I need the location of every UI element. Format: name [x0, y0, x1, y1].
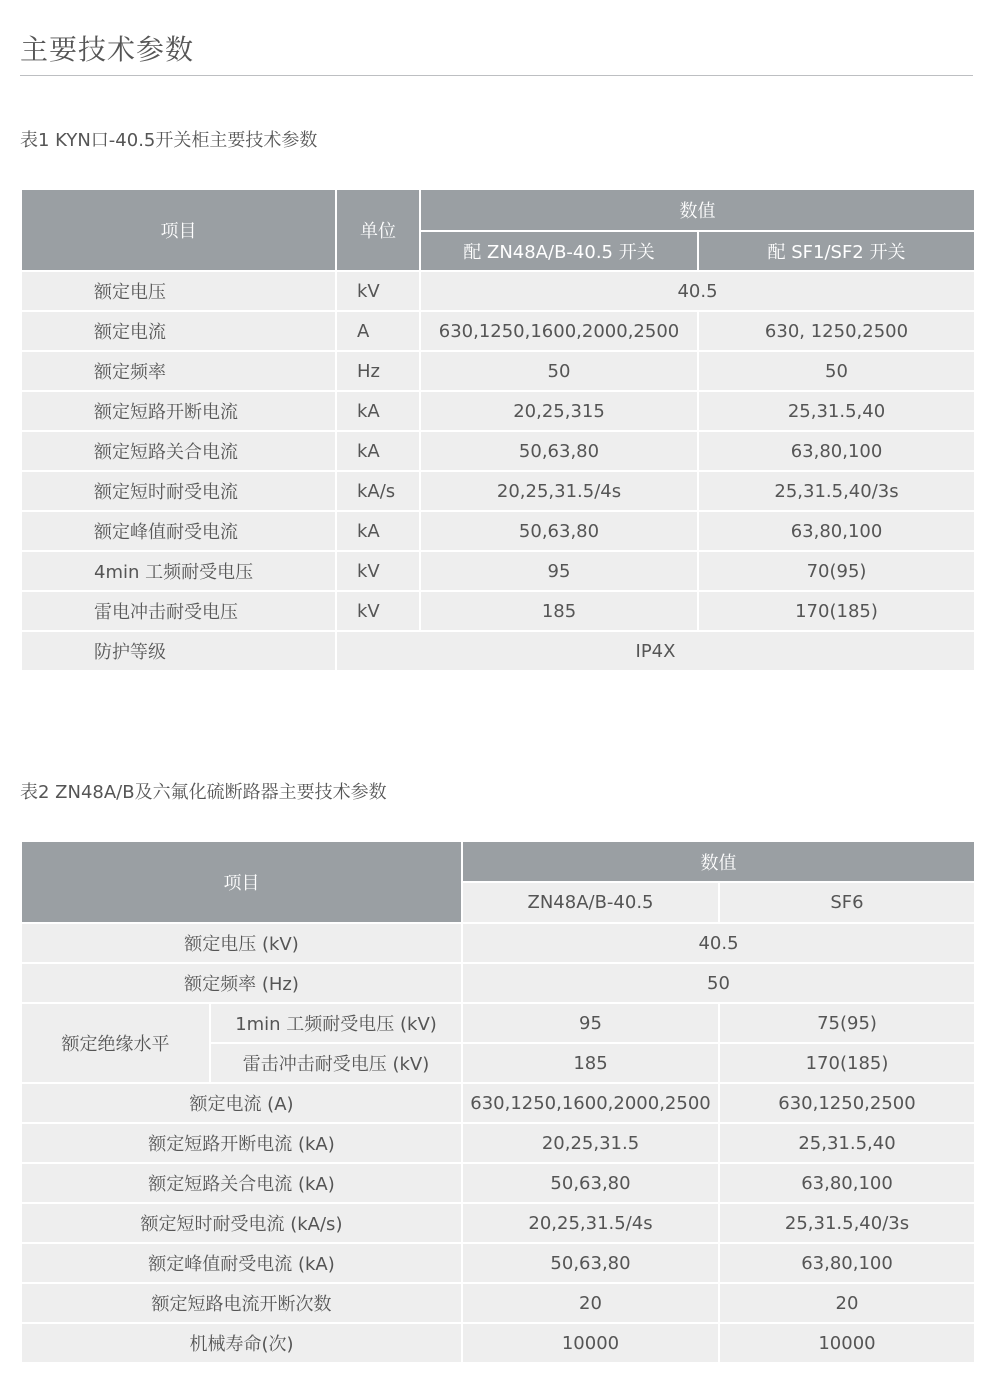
table-cell: 额定短路电流开断次数 [21, 1283, 462, 1323]
table-cell: 额定电压 (kV) [21, 923, 462, 963]
table-cell: 75(95) [719, 1003, 975, 1043]
table-cell: 雷电冲击耐受电压 [21, 591, 336, 631]
table-cell: 雷击冲击耐受电压 (kV) [210, 1043, 462, 1083]
table-row [21, 511, 975, 551]
header-sub1: ZN48A/B-40.5 [462, 882, 719, 923]
table-cell: 25,31.5,40 [719, 1123, 975, 1163]
table-row [21, 1083, 975, 1123]
table-cell: 50,63,80 [462, 1243, 719, 1283]
title-divider [20, 75, 973, 76]
table-cell: 25,31.5,40 [698, 391, 975, 431]
header-sub2: SF6 [719, 882, 975, 923]
table-cell: 630,1250,1600,2000,2500 [462, 1083, 719, 1123]
table-row [21, 1243, 975, 1283]
table-row [21, 471, 975, 511]
table-cell: 20,25,31.5 [462, 1123, 719, 1163]
table-row [21, 351, 975, 391]
table-cell: 63,80,100 [698, 431, 975, 471]
table-cell: 额定电压 [21, 271, 336, 311]
table-cell: 63,80,100 [719, 1163, 975, 1203]
header-sub2: 配 SF1/SF2 开关 [698, 231, 975, 271]
table-cell: 额定短路开断电流 [21, 391, 336, 431]
table-row [21, 391, 975, 431]
table-cell: 95 [420, 551, 698, 591]
table2-caption: 表2 ZN48A/B及六氟化硫断路器主要技术参数 [20, 782, 387, 803]
table-row [21, 1203, 975, 1243]
table-cell: kV [336, 591, 420, 631]
table-cell: 25,31.5,40/3s [719, 1203, 975, 1243]
table-cell: 20,25,31.5/4s [462, 1203, 719, 1243]
table-cell: kA [336, 391, 420, 431]
table-cell: kV [336, 271, 420, 311]
table-row [21, 431, 975, 471]
table-row [21, 1163, 975, 1203]
table-cell: 额定短路开断电流 (kA) [21, 1123, 462, 1163]
table-cell: 额定短路关合电流 [21, 431, 336, 471]
table-cell: IP4X [336, 631, 975, 671]
table-cell: 50 [698, 351, 975, 391]
table-row [21, 271, 975, 311]
table-cell: 170(185) [698, 591, 975, 631]
table-cell: 70(95) [698, 551, 975, 591]
table-cell: 额定峰值耐受电流 (kA) [21, 1243, 462, 1283]
header-value: 数值 [420, 189, 975, 231]
table-cell: 额定电流 (A) [21, 1083, 462, 1123]
table-cell: 20 [719, 1283, 975, 1323]
table-cell: 50,63,80 [462, 1163, 719, 1203]
header-item: 项目 [21, 841, 462, 923]
table-cell: 1min 工频耐受电压 (kV) [210, 1003, 462, 1043]
table-cell: 50 [420, 351, 698, 391]
table-cell: 185 [420, 591, 698, 631]
table-cell: 额定频率 [21, 351, 336, 391]
table-cell: kA [336, 511, 420, 551]
header-item: 项目 [21, 189, 336, 271]
table-cell: 4min 工频耐受电压 [21, 551, 336, 591]
table-cell: 10000 [719, 1323, 975, 1363]
table-cell: 20 [462, 1283, 719, 1323]
table-cell: 50,63,80 [420, 511, 698, 551]
table-cell: kA/s [336, 471, 420, 511]
table2 [20, 840, 976, 1364]
table-cell: 630,1250,1600,2000,2500 [420, 311, 698, 351]
table-row [21, 551, 975, 591]
table1-caption: 表1 KYN口-40.5开关柜主要技术参数 [20, 130, 318, 151]
table-row [21, 963, 975, 1003]
table-cell: 额定电流 [21, 311, 336, 351]
table-cell: 63,80,100 [719, 1243, 975, 1283]
table-cell: 20,25,315 [420, 391, 698, 431]
table-cell: 20,25,31.5/4s [420, 471, 698, 511]
table-cell: 40.5 [420, 271, 975, 311]
table1 [20, 188, 976, 672]
table-cell: 10000 [462, 1323, 719, 1363]
table-cell: 185 [462, 1043, 719, 1083]
page-title: 主要技术参数 [20, 33, 195, 66]
table-cell: 额定短时耐受电流 (kA/s) [21, 1203, 462, 1243]
table-cell: 170(185) [719, 1043, 975, 1083]
table-cell: 63,80,100 [698, 511, 975, 551]
table-cell: 额定峰值耐受电流 [21, 511, 336, 551]
table-cell: 额定短路关合电流 (kA) [21, 1163, 462, 1203]
table-row [21, 1283, 975, 1323]
table-cell: 95 [462, 1003, 719, 1043]
table-row [21, 1123, 975, 1163]
table-row [21, 1003, 975, 1043]
table-cell: kA [336, 431, 420, 471]
table-cell: kV [336, 551, 420, 591]
table-cell: 25,31.5,40/3s [698, 471, 975, 511]
table-cell: 防护等级 [21, 631, 336, 671]
table-row [21, 923, 975, 963]
table-cell: 额定绝缘水平 [21, 1003, 210, 1083]
table-cell: 50 [462, 963, 975, 1003]
header-value: 数值 [462, 841, 975, 882]
table-cell: 机械寿命(次) [21, 1323, 462, 1363]
table-row [21, 591, 975, 631]
table-cell: 额定短时耐受电流 [21, 471, 336, 511]
header-unit: 单位 [336, 189, 420, 271]
table-cell: 630,1250,2500 [719, 1083, 975, 1123]
table-cell: A [336, 311, 420, 351]
table-cell: 630, 1250,2500 [698, 311, 975, 351]
table-row [21, 631, 975, 671]
table-cell: 40.5 [462, 923, 975, 963]
table-cell: Hz [336, 351, 420, 391]
table-row [21, 311, 975, 351]
table-cell: 额定频率 (Hz) [21, 963, 462, 1003]
table-row [21, 1323, 975, 1363]
table-cell: 50,63,80 [420, 431, 698, 471]
header-sub1: 配 ZN48A/B-40.5 开关 [420, 231, 698, 271]
